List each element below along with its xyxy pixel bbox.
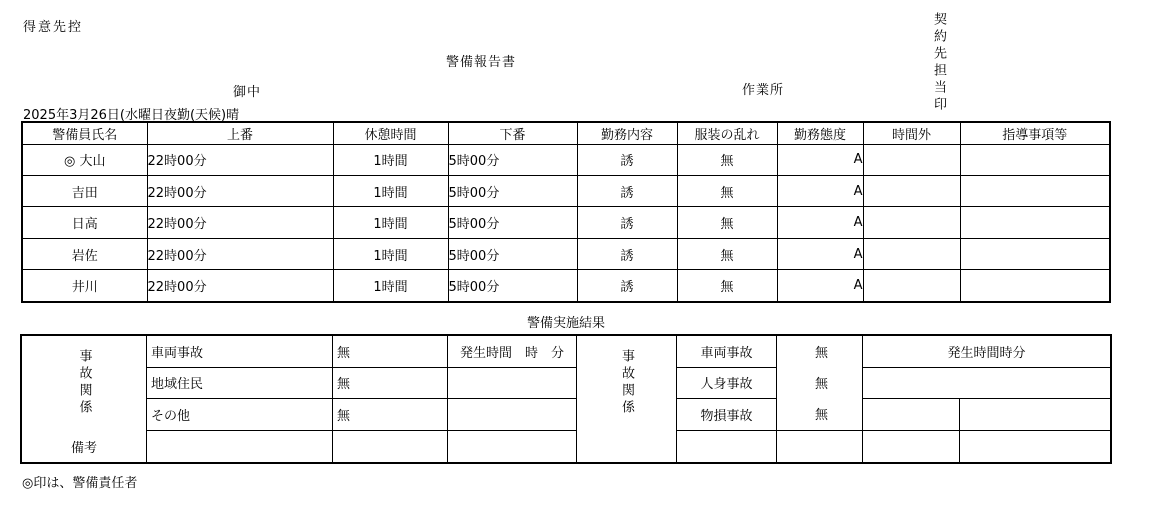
dress-status: 無 <box>677 207 777 238</box>
accident-group-left-label: 事故関係 <box>76 349 92 418</box>
column-header-break: 休憩時間 <box>333 122 448 144</box>
overtime <box>863 207 960 238</box>
accident-group-left <box>22 336 147 431</box>
remarks-cell <box>777 431 863 463</box>
accident-type: 人身事故 <box>677 368 777 400</box>
column-header-guidance: 指導事項等 <box>960 122 1110 144</box>
remarks-label: 備考 <box>22 431 147 463</box>
occurrence-time-blank <box>863 368 1110 400</box>
table-row <box>22 270 1110 302</box>
result-section-title: 警備実施結果 <box>526 316 605 331</box>
end-time: 5時00分 <box>448 207 577 238</box>
worksite-label: 作業所 <box>742 83 785 98</box>
end-time: 5時00分 <box>448 144 577 175</box>
remarks-cell <box>577 431 677 463</box>
break-time: 1時間 <box>333 238 448 269</box>
break-time: 1時間 <box>333 175 448 206</box>
dress-status: 無 <box>677 175 777 206</box>
dress-status: 無 <box>677 144 777 175</box>
guard-name: 吉田 <box>22 175 147 206</box>
table-row <box>22 238 1110 269</box>
start-time: 22時00分 <box>147 270 333 302</box>
accident-type: 車両事故 <box>677 336 777 368</box>
guidance <box>960 238 1110 269</box>
contract-seal-label: 契約先担当印 <box>931 12 946 114</box>
accident-type: 物損事故 <box>677 399 777 431</box>
guidance <box>960 270 1110 302</box>
guard-name: 井川 <box>22 270 147 302</box>
duty-table-header <box>22 122 1110 144</box>
guidance <box>960 175 1110 206</box>
remarks-cell <box>448 431 577 463</box>
duty-content: 誘 <box>577 238 677 269</box>
overtime <box>863 175 960 206</box>
column-header-dress: 服装の乱れ <box>677 122 777 144</box>
attitude: A <box>777 207 863 238</box>
break-time: 1時間 <box>333 144 448 175</box>
attention-label: 御中 <box>233 85 262 100</box>
accident-value: 無 <box>333 399 448 431</box>
remarks-cell <box>333 431 448 463</box>
occurrence-time <box>448 368 577 400</box>
column-header-start: 上番 <box>147 122 333 144</box>
duty-content: 誘 <box>577 207 677 238</box>
remarks-cell <box>863 431 960 463</box>
break-time: 1時間 <box>333 270 448 302</box>
accident-value: 無 <box>333 368 448 400</box>
dress-status: 無 <box>677 238 777 269</box>
occurrence-time-header: 発生時間時分 <box>863 336 1110 368</box>
remarks-cell <box>677 431 777 463</box>
start-time: 22時00分 <box>147 144 333 175</box>
duty-content: 誘 <box>577 175 677 206</box>
column-header-overtime: 時間外 <box>863 122 960 144</box>
duty-table <box>21 121 1111 303</box>
table-row <box>22 144 1110 175</box>
overtime <box>863 238 960 269</box>
report-title: 警備報告書 <box>446 55 517 70</box>
end-time: 5時00分 <box>448 175 577 206</box>
accident-value: 無 <box>814 377 828 393</box>
column-header-duty: 勤務内容 <box>577 122 677 144</box>
accident-value: 無 <box>814 408 828 424</box>
report-date: 2025年3月26日(水曜日夜勤(天候)晴 <box>23 108 240 123</box>
start-time: 22時00分 <box>147 207 333 238</box>
occurrence-time-blank <box>863 399 960 431</box>
remarks-cell <box>147 431 333 463</box>
remarks-cell <box>960 431 1110 463</box>
accident-table <box>20 334 1112 464</box>
guidance <box>960 207 1110 238</box>
accident-type: その他 <box>147 399 333 431</box>
table-row <box>22 175 1110 206</box>
end-time: 5時00分 <box>448 238 577 269</box>
duty-content: 誘 <box>577 144 677 175</box>
break-time: 1時間 <box>333 207 448 238</box>
attitude: A <box>777 144 863 175</box>
guidance <box>960 144 1110 175</box>
overtime <box>863 144 960 175</box>
accident-value-column <box>777 336 863 431</box>
guard-name: 日高 <box>22 207 147 238</box>
attitude: A <box>777 238 863 269</box>
attitude: A <box>777 270 863 302</box>
overtime <box>863 270 960 302</box>
start-time: 22時00分 <box>147 238 333 269</box>
column-header-name: 警備員氏名 <box>22 122 147 144</box>
table-row <box>22 207 1110 238</box>
occurrence-time <box>448 399 577 431</box>
occurrence-time: 発生時間 時 分 <box>448 336 577 368</box>
guard-name: ◎ 大山 <box>22 144 147 175</box>
accident-group-right-label: 事故関係 <box>619 349 634 418</box>
dress-status: 無 <box>677 270 777 302</box>
column-header-end: 下番 <box>448 122 577 144</box>
start-time: 22時00分 <box>147 175 333 206</box>
guard-name: 岩佐 <box>22 238 147 269</box>
accident-value: 無 <box>333 336 448 368</box>
footnote: ◎印は、警備責任者 <box>22 476 138 491</box>
attitude: A <box>777 175 863 206</box>
duty-content: 誘 <box>577 270 677 302</box>
end-time: 5時00分 <box>448 270 577 302</box>
accident-group-right <box>577 336 677 431</box>
column-header-attitude: 勤務態度 <box>777 122 863 144</box>
accident-value: 無 <box>814 346 828 362</box>
accident-type: 地域住民 <box>147 368 333 400</box>
accident-type: 車両事故 <box>147 336 333 368</box>
copy-label: 得意先控 <box>23 20 84 35</box>
occurrence-time-blank <box>960 399 1110 431</box>
